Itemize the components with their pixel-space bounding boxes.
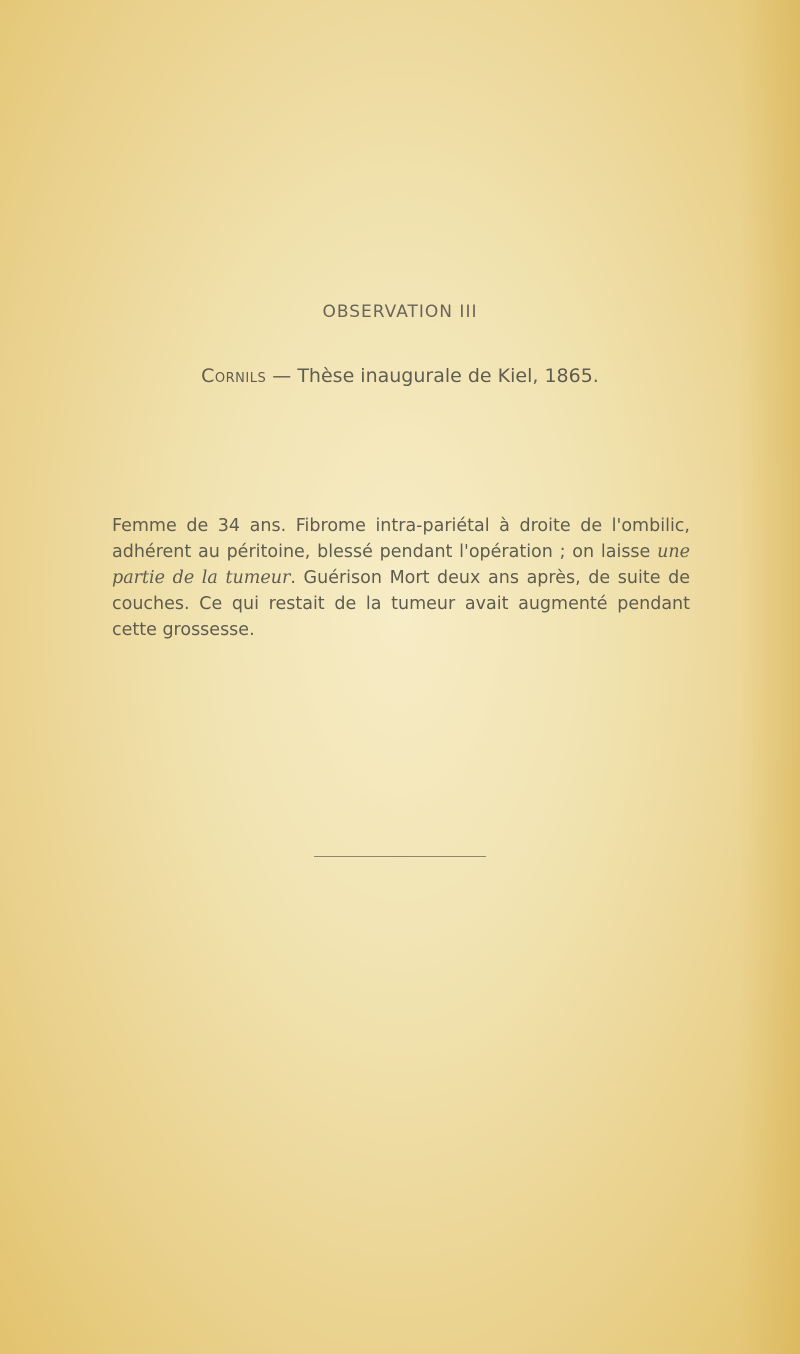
- citation-separator: —: [272, 365, 292, 387]
- observation-heading: OBSERVATION III: [322, 302, 478, 322]
- citation-author: Cornils: [201, 365, 267, 387]
- paragraph-emphasis: une partie de la tumeur: [112, 542, 690, 588]
- paragraph-text-after: . Guérison Mort deux ans après, de suite de couches. Ce qui restait de la tumeur avait augmenté pendant cette grossesse.: [112, 568, 690, 640]
- case-paragraph: [112, 513, 690, 643]
- citation-line: [0, 365, 800, 387]
- citation-source: Thèse inaugurale de Kiel, 1865.: [297, 365, 599, 387]
- page-edge-shading: [740, 0, 800, 1354]
- paragraph-text-before: Femme de 34 ans. Fibrome intra-pariétal à droite de l'ombilic, adhérent au péritoine, blessé pendant l'opération ; on laisse: [112, 516, 690, 562]
- section-divider: [314, 856, 486, 857]
